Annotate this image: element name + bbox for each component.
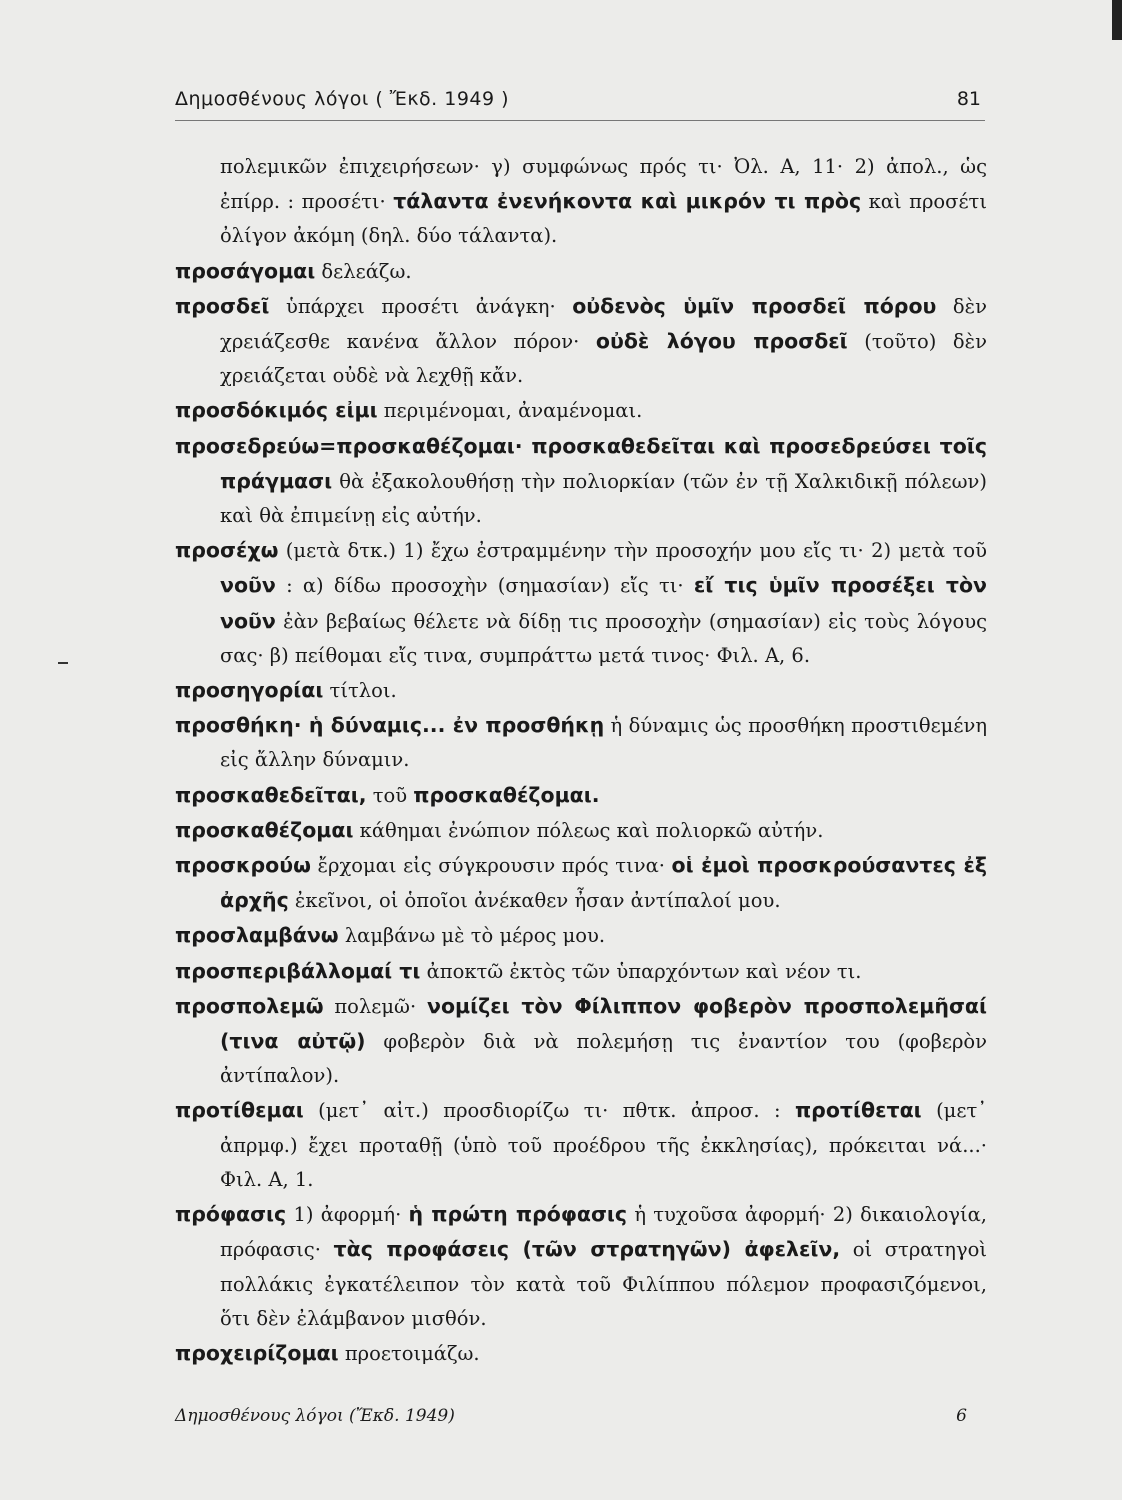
glossary-entry-continued bbox=[175, 150, 987, 254]
glossary-entry bbox=[175, 673, 987, 708]
glossary-entry bbox=[175, 1336, 987, 1371]
definition-text: (μετ᾽ αἰτ.) προσδιορίζω τι· πθτκ. ἀπροσ. : bbox=[303, 1099, 795, 1123]
signature-mark: 6 bbox=[956, 1406, 967, 1426]
bold-phrase: νομίζει τὸν Φίλιππον φοβερὸν προσπολεμῆσαί (τινα αὐτῷ) bbox=[220, 993, 987, 1054]
headword: προσδεῖ bbox=[175, 293, 270, 318]
headword: προσάγομαι bbox=[175, 258, 316, 283]
definition-text: ὑπάρχει προσέτι ἀνάγκη· bbox=[269, 294, 573, 318]
bold-phrase: οὐδὲ λόγου προσδεῖ bbox=[595, 329, 848, 354]
glossary-entry bbox=[175, 989, 987, 1094]
header-title: Δημοσθένους λόγοι ( Ἔκδ. 1949 ) bbox=[175, 88, 510, 110]
headword: προτίθεμαι bbox=[175, 1098, 304, 1123]
glossary-entry bbox=[175, 813, 987, 848]
definition-text: ἐὰν βεβαίως θέλετε νὰ δίδῃ τις προσοχὴν (σημασίαν) εἰς τοὺς λόγους σας· β) πείθομαι εἴς τινα, συμπράττω μετά τινος· Φιλ. Α, 6. bbox=[220, 609, 987, 667]
glossary-entry bbox=[175, 848, 987, 918]
definition-text: περιμένομαι, ἀναμένομαι. bbox=[377, 399, 643, 423]
margin-mark bbox=[58, 662, 68, 664]
definition-text: (μετ᾽ ἀπρμφ.) ἔχει προταθῇ (ὑπὸ τοῦ προέδρου τῆς ἐκκλησίας), πρόκειται νά...· Φιλ. Α, 1. bbox=[220, 1099, 987, 1191]
definition-text: (τοῦτο) δὲν χρειάζεται οὐδὲ νὰ λεχθῇ κἄν. bbox=[220, 330, 987, 388]
running-header bbox=[175, 80, 985, 116]
definition-text: ἔρχομαι εἰς σύγκρουσιν πρός τινα· bbox=[310, 854, 672, 878]
definition-text: κάθημαι ἐνώπιον πόλεως καὶ πολιορκῶ αὐτήν. bbox=[353, 818, 824, 842]
glossary-entry bbox=[175, 918, 987, 953]
headword: προσδόκιμός εἰμι bbox=[175, 398, 378, 423]
bold-phrase: νοῦν bbox=[220, 573, 276, 598]
definition-text: ἡ τυχοῦσα ἀφορμή· 2) δικαιολογία, πρόφασις· bbox=[220, 1203, 987, 1262]
page-number: 81 bbox=[956, 88, 981, 110]
footer-title: Δημοσθένους λόγοι (Ἔκδ. 1949) bbox=[175, 1406, 455, 1426]
definition-text: ἡ δύναμις ὡς προσθήκη προστιθεμένη εἰς ἄλλην δύναμιν. bbox=[220, 714, 987, 772]
glossary-entry bbox=[175, 778, 987, 813]
bold-phrase: οὐδενὸς ὑμῖν προσδεῖ πόρου bbox=[572, 293, 937, 318]
headword: προχειρίζομαι bbox=[175, 1340, 339, 1365]
glossary-entry bbox=[175, 1197, 987, 1336]
headword: προσέχω bbox=[175, 538, 279, 563]
definition-text: ἐκεῖνοι, οἱ ὁποῖοι ἀνέκαθεν ἦσαν ἀντίπαλοί μου. bbox=[288, 889, 781, 913]
glossary-entry bbox=[175, 533, 987, 673]
definition-text: πολεμικῶν ἐπιχειρήσεων· γ) συμφώνως πρός τι· Ὀλ. Α, 11· 2) ἀπολ., ὡς ἐπίρρ. : προσέτι· bbox=[220, 155, 987, 214]
definition-text: ἀποκτῶ ἐκτὸς τῶν ὑπαρχόντων καὶ νέον τι. bbox=[420, 959, 862, 983]
definition-text: τοῦ bbox=[366, 783, 414, 807]
headword: προσπολεμῶ bbox=[175, 993, 324, 1018]
bold-phrase: οἱ ἐμοὶ προσκρούσαντες ἐξ ἀρχῆς bbox=[220, 853, 987, 913]
glossary-entry bbox=[175, 393, 987, 428]
glossary-entry bbox=[175, 708, 987, 777]
bold-phrase: ἡ πρώτη πρόφασις bbox=[408, 1202, 628, 1227]
bold-phrase: τὰς προφάσεις (τῶν στρατηγῶν) ἀφελεῖν, bbox=[333, 1237, 841, 1262]
glossary-entry bbox=[175, 254, 987, 289]
headword: προσκαθεδεῖται, bbox=[175, 782, 367, 807]
headword: προσεδρεύω=προσκαθέζομαι· προσκαθεδεῖται καὶ προσεδρεύσει τοῖς πράγμασι bbox=[175, 433, 987, 493]
bold-phrase: προσκαθέζομαι. bbox=[413, 782, 600, 807]
running-footer bbox=[175, 1404, 985, 1434]
definition-text: δὲν χρειάζεσθε κανένα ἄλλον πόρον· bbox=[220, 294, 987, 354]
glossary-entries bbox=[175, 150, 987, 1371]
headword: προσπεριβάλλομαί τι bbox=[175, 958, 421, 983]
bold-phrase: εἴ τις ὑμῖν προσέξει τὸν νοῦν bbox=[220, 573, 987, 633]
definition-text: προετοιμάζω. bbox=[338, 1341, 480, 1365]
definition-text: λαμβάνω μὲ τὸ μέρος μου. bbox=[338, 924, 606, 948]
bold-phrase: τάλαντα ἐνενήκοντα καὶ μικρόν τι πρὸς bbox=[393, 189, 862, 214]
headword: προσκαθέζομαι bbox=[175, 817, 354, 842]
definition-text: πολεμῶ· bbox=[323, 994, 427, 1018]
header-rule bbox=[175, 120, 985, 121]
definition-text: θὰ ἐξακολουθήσῃ τὴν πολιορκίαν (τῶν ἐν τῇ Χαλκιδικῇ πόλεων) καὶ θὰ ἐπιμείνῃ εἰς αὐτήν. bbox=[220, 469, 987, 528]
bold-phrase: προτίθεται bbox=[794, 1098, 922, 1123]
headword: προσλαμβάνω bbox=[175, 923, 339, 948]
glossary-entry bbox=[175, 1093, 987, 1197]
headword: προσηγορίαι bbox=[175, 678, 324, 703]
page-edge-shadow bbox=[1112, 0, 1122, 40]
headword: πρόφασις bbox=[175, 1202, 287, 1227]
definition-text: (μετὰ δτκ.) 1) ἔχω ἐστραμμένην τὴν προσοχήν μου εἴς τι· 2) μετὰ τοῦ bbox=[278, 539, 987, 563]
definition-text: 1) ἀφορμή· bbox=[286, 1203, 409, 1227]
definition-text: καὶ προσέτι ὀλίγον ἀκόμη (δηλ. δύο τάλαντα). bbox=[220, 190, 987, 248]
definition-text: οἱ στρατηγοὶ πολλάκις ἐγκατέλειπον τὸν κατὰ τοῦ Φιλίππου πόλεμον προφασιζόμενοι, ὅτι δὲν ἐλάμβανον μισθόν. bbox=[220, 1238, 987, 1330]
headword: προσκρούω bbox=[175, 853, 311, 878]
definition-text: τίτλοι. bbox=[323, 679, 397, 703]
headword: προσθήκη· ἡ δύναμις... ἐν προσθήκῃ bbox=[175, 713, 605, 738]
glossary-entry bbox=[175, 429, 987, 534]
definition-text: δελεάζω. bbox=[315, 259, 412, 283]
definition-text: φοβερὸν διὰ νὰ πολεμήσῃ τις ἐναντίον του (φοβερὸν ἀντίπαλον). bbox=[220, 1030, 988, 1088]
glossary-entry bbox=[175, 954, 987, 989]
glossary-entry bbox=[175, 289, 987, 394]
definition-text: : α) δίδω προσοχὴν (σημασίαν) εἴς τι· bbox=[275, 574, 694, 598]
